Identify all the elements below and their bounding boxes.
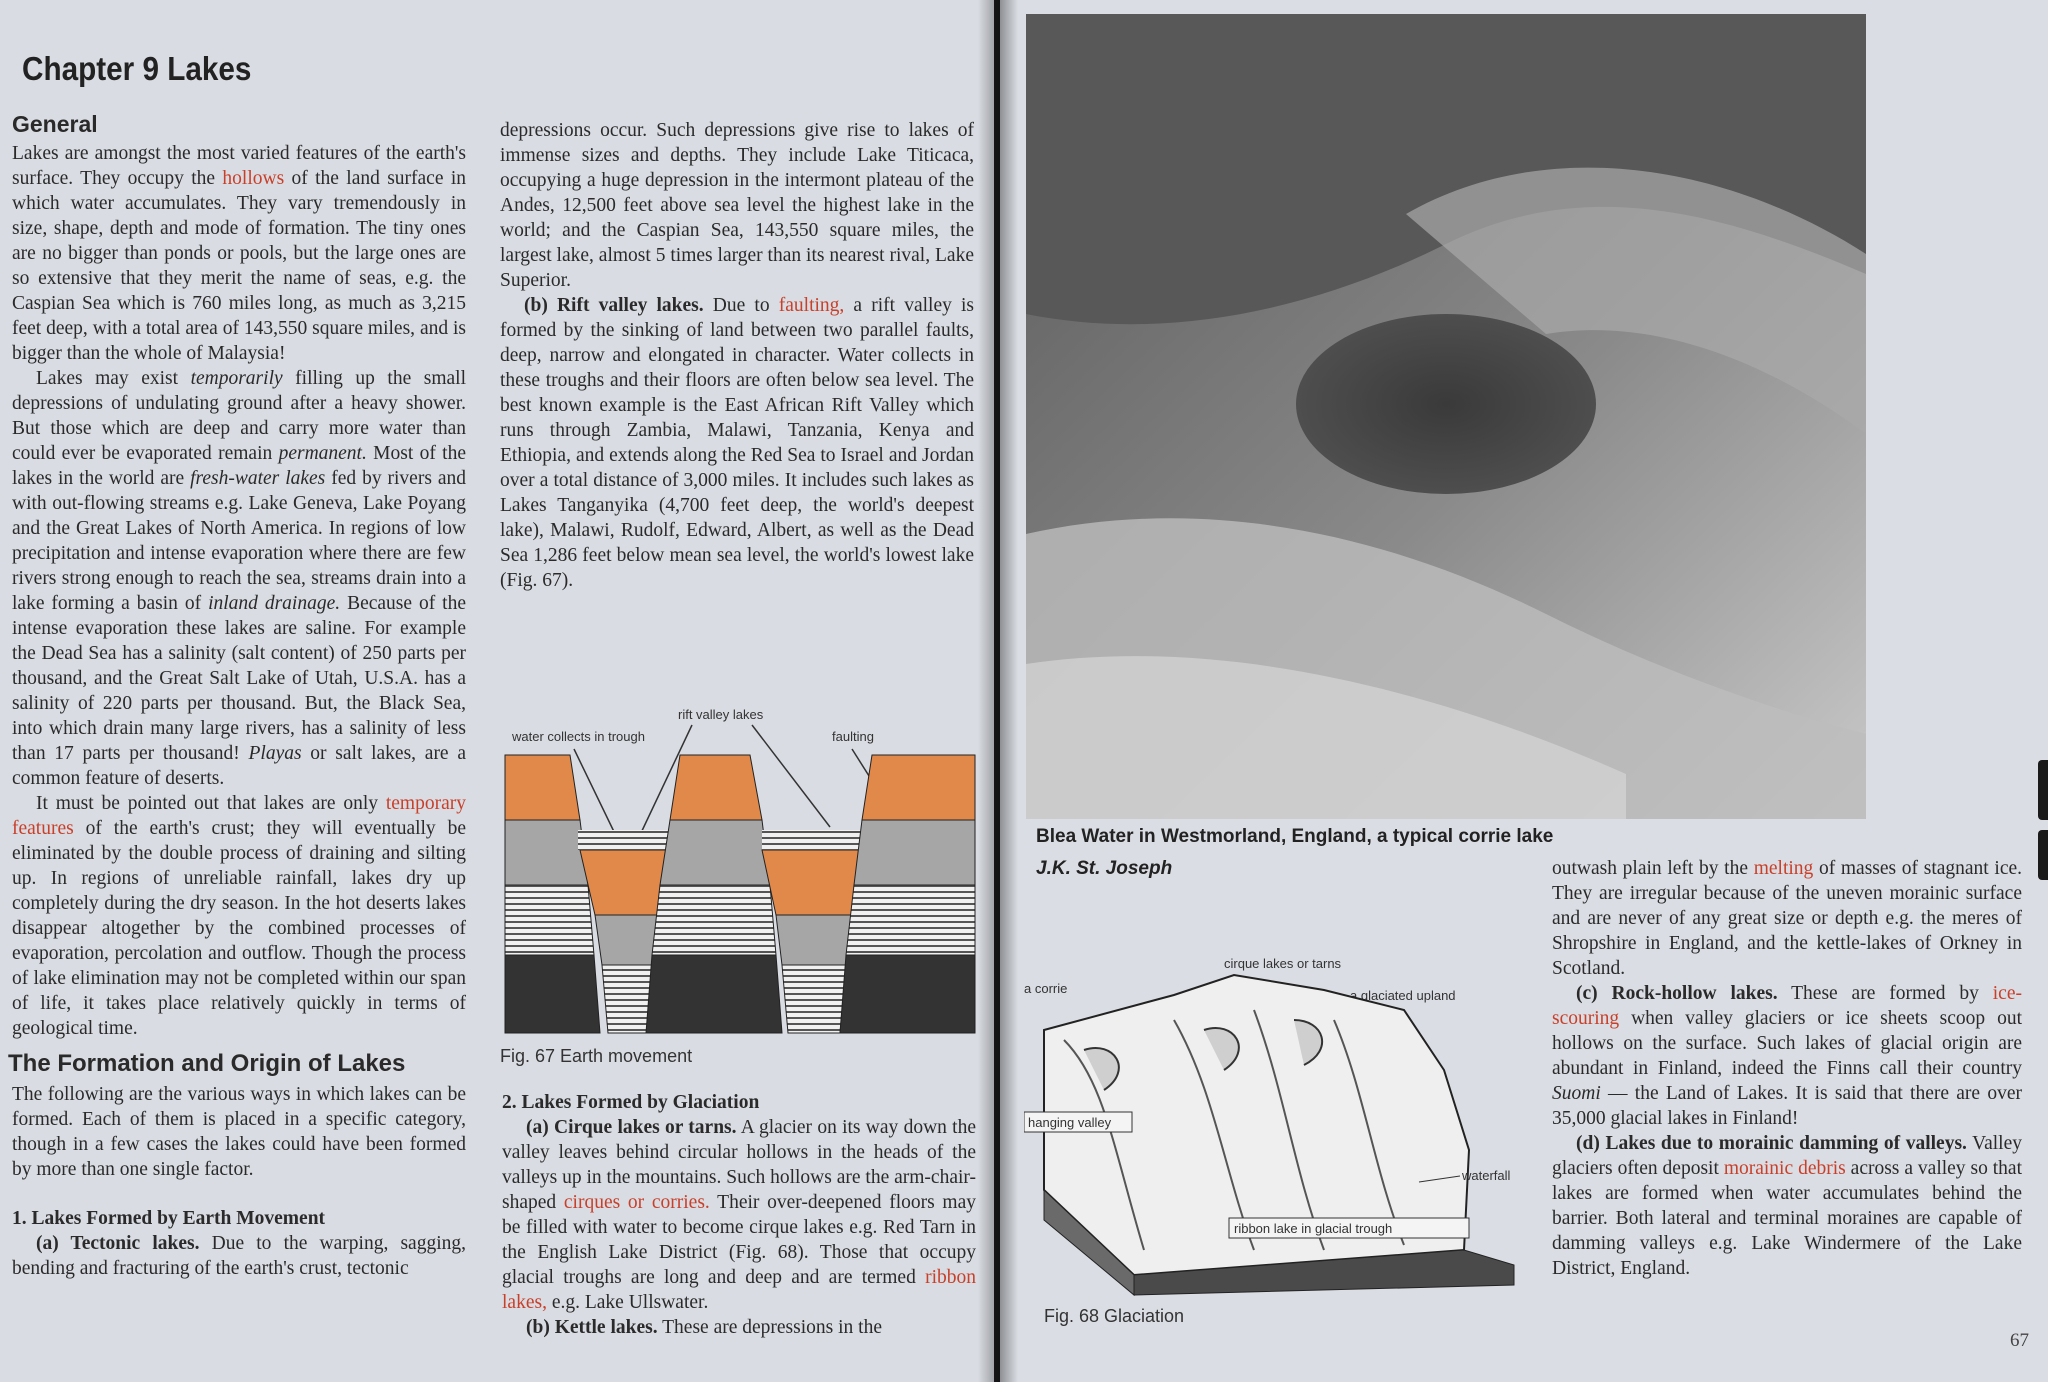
photo-credit: J.K. St. Joseph	[1036, 858, 1173, 879]
paragraph: (a) Cirque lakes or tarns. A glacier on its way down the valley leaves behind circular hollows in the heads of the valleys up in the mountains. Such hollows are the arm-chair-shaped cirques or corries. Their over-deepened floors may be filled with water to become cirque lakes e.g. Red Tarn in the English Lake District (Fig. 68). Those that occupy glacial troughs are long and deep and are termed ribbon lakes, e.g. Lake Ullswater.	[502, 1117, 976, 1313]
paragraph: It must be pointed out that lakes are only temporary features of the earth's crust; they will eventually be eliminated by the double process of draining and silting up. In regions of unreliable rainfall, lakes dry up completely during the dry season. In the hot deserts lakes disappear altogether by the combined processes of evaporation, percolation and outflow. Though the process of lake elimination may not be completed within our span of life, it takes place relatively quickly in terms of geological time.	[12, 793, 466, 1039]
keyword-ribbon-lakes: ribbon lakes,	[502, 1267, 976, 1313]
page-tab	[2038, 830, 2048, 880]
label-faulting: faulting	[832, 729, 874, 744]
paragraph: (d) Lakes due to morainic damming of valleys. Valley glaciers often deposit morainic debris across a valley so that lakes are formed when water accumulates behind the barrier. Both lateral and terminal moraines are capable of damming valleys e.g. Lake Windermere of the Lake District, England.	[1552, 1133, 2022, 1279]
label-hanging-valley: hanging valley	[1028, 1115, 1112, 1130]
paragraph: The following are the various ways in which lakes can be formed. Each of them is placed in a specific category, though in a few cases the lakes could have been formed by more than one single factor.	[12, 1084, 466, 1180]
page-tab	[2038, 760, 2048, 820]
paragraph: (c) Rock-hollow lakes. These are formed by ice-scouring when valley glaciers or ice sheets scoop out hollows on the surface. Such lakes of glacial origin are abundant in Finland, indeed the Finns call their country Suomi — the Land of Lakes. It is said that there are over 35,000 glacial lakes in Finland!	[1552, 983, 2022, 1129]
paragraph: depressions occur. Such depressions give rise to lakes of immense sizes and depths. They include Lake Titicaca, occupying a huge depression in the intermont plateau of the Andes, 12,500 feet above sea level the highest lake in the world; and the Caspian Sea, 143,550 square miles, the largest lake, almost 5 times larger than its nearest rival, Lake Superior.	[500, 120, 974, 291]
column-2	[500, 118, 974, 593]
figure-67-caption: Fig. 67 Earth movement	[500, 1046, 693, 1066]
corrie-lake-photo	[1026, 14, 1866, 819]
column-1	[8, 111, 467, 1281]
column-2-lower	[502, 1090, 976, 1340]
chapter-title: Chapter 9 Lakes	[22, 50, 252, 87]
figure-68-caption: Fig. 68 Glaciation	[1044, 1306, 1185, 1326]
keyword-melting: melting	[1753, 858, 1814, 879]
photo-caption: Blea Water in Westmorland, England, a typical corrie lake	[1036, 826, 1554, 847]
paragraph: (a) Tectonic lakes. Due to the warping, sagging, bending and fracturing of the earth's crust, tectonic	[12, 1233, 466, 1279]
label-ribbon-lake: ribbon lake in glacial trough	[1234, 1221, 1393, 1236]
keyword-ice-scouring: ice-scouring	[1552, 983, 2022, 1029]
heading-formation: The Formation and Origin of Lakes	[8, 1050, 406, 1077]
paragraph: (b) Rift valley lakes. Due to faulting, a rift valley is formed by the sinking of land between two parallel faults, deep, narrow and elongated in character. Water collects in these troughs and their floors are often below sea level. The best known example is the East African Rift Valley which runs through Zambia, Malawi, Tanzania, Kenya and Ethiopia, and extends along the Red Sea to Israel and Jordan over a total distance of 3,000 miles. It includes such lakes as Lakes Tanganyika (4,700 feet deep, the world's deepest lake), Malawi, Rudolf, Edward, Albert, as well as the Dead Sea 1,286 feet below mean sea level, the world's lowest lake (Fig. 67).	[500, 295, 974, 591]
keyword-faulting: faulting,	[778, 295, 845, 316]
book-gutter	[978, 0, 1018, 1382]
label-water-collects: water collects in trough	[512, 729, 645, 744]
page-number: 67	[2010, 1330, 2029, 1351]
section-2-heading: 2. Lakes Formed by Glaciation	[502, 1092, 760, 1113]
keyword-hollows: hollows	[222, 168, 285, 189]
label-corrie: a corrie	[1024, 981, 1068, 996]
keyword-cirques: cirques or corries.	[563, 1192, 710, 1213]
label-glaciated-upland: a glaciated upland	[1350, 988, 1456, 1003]
column-4	[1552, 856, 2022, 1281]
paragraph: Lakes are amongst the most varied features of the earth's surface. They occupy the hollows of the land surface in which water accumulates. They vary tremendously in size, shape, depth and mode of formation. The tiny ones are no bigger than ponds or pools, but the large ones are so extensive that they merit the name of seas, e.g. the Caspian Sea which is 760 miles long, as much as 3,215 feet deep, with a total area of 143,550 square miles, and is bigger than the whole of Malaysia!	[12, 143, 466, 364]
keyword-morainic-debris: morainic debris	[1723, 1158, 1846, 1179]
paragraph: (b) Kettle lakes. These are depressions in the	[526, 1317, 882, 1338]
label-rift-valley-lakes: rift valley lakes	[678, 707, 764, 722]
label-cirque-lakes: cirque lakes or tarns	[1224, 956, 1342, 971]
figure-67-earth-movement	[500, 705, 980, 1035]
label-waterfall: waterfall	[1462, 1168, 1511, 1183]
heading-general: General	[12, 111, 98, 137]
section-1-heading: 1. Lakes Formed by Earth Movement	[12, 1208, 326, 1229]
figure-68-glaciation	[1024, 950, 1524, 1300]
keyword-temporary-features: temporary features	[12, 793, 466, 839]
paragraph: outwash plain left by the melting of masses of stagnant ice. They are irregular because of the uneven morainic surface and are never of any great size or depth e.g. the meres of Shropshire in England, and the kettle-lakes of Orkney in Scotland.	[1552, 858, 2022, 979]
paragraph: Lakes may exist temporarily filling up the small depressions of undulating ground after a heavy shower. But those which are deep and carry more water than could ever be evaporated remain permanent. Most of the lakes in the world are fresh-water lakes fed by rivers and with out-flowing streams e.g. Lake Geneva, Lake Poyang and the Great Lakes of North America. In regions of low precipitation and intense evaporation where there are few rivers strong enough to reach the sea, streams drain into a lake forming a basin of inland drainage. Because of the intense evaporation these lakes are saline. For example the Dead Sea has a salinity (salt content) of 250 parts per thousand, and the Great Salt Lake of Utah, U.S.A. has a salinity of 220 parts per thousand. But, the Black Sea, into which drain many large rivers, has a salinity of less than 17 parts per thousand! Playas or salt lakes, are a common feature of deserts.	[12, 368, 467, 789]
